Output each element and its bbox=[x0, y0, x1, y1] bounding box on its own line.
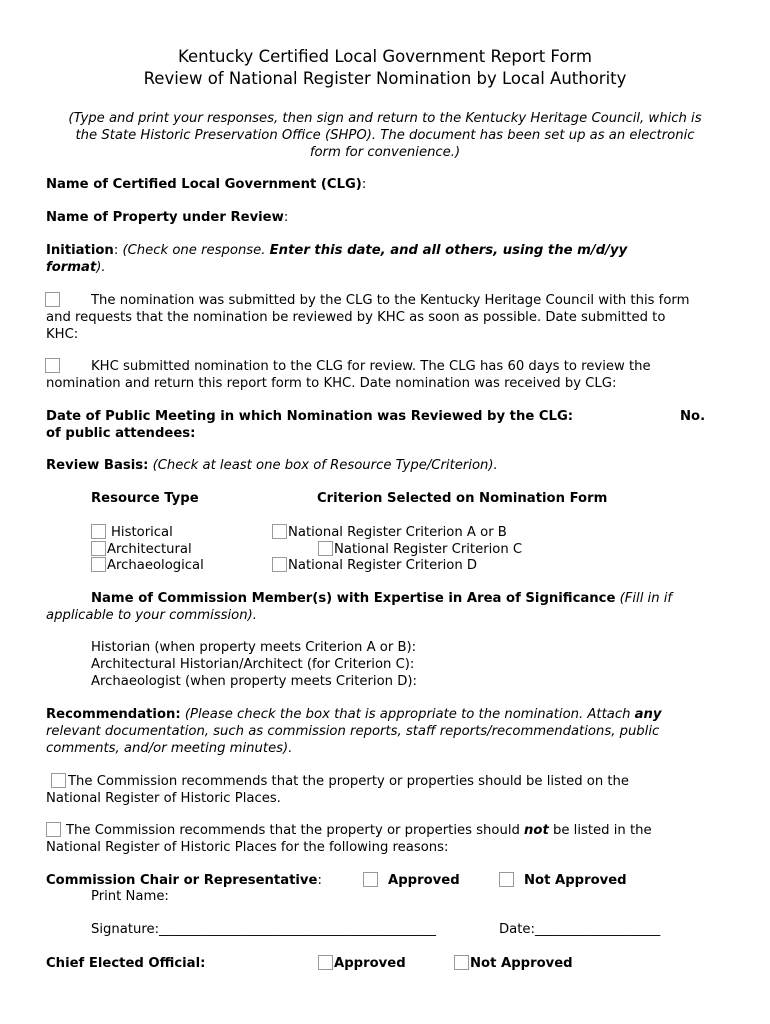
instructions-line-3: form for convenience.) bbox=[309, 145, 461, 160]
review-basis-heading: Review Basis: (Check at least one box of Resource Type/Criterion). bbox=[46, 458, 498, 473]
chair-approved-checkbox[interactable] bbox=[363, 872, 378, 887]
criterion-ab-checkbox[interactable] bbox=[272, 524, 287, 539]
initiation-option-khc-text-1: KHC submitted nomination to the CLG for review. The CLG has 60 days to review the bbox=[91, 359, 651, 374]
clg-name-field: Name of Certified Local Government (CLG): bbox=[46, 177, 367, 192]
instructions-line-2: the State Historic Preservation Office (SHPO). The document has been set up as an electronic bbox=[75, 128, 695, 143]
recommendation-instr-3: comments, and/or meeting minutes). bbox=[46, 741, 293, 756]
resource-architectural-checkbox[interactable] bbox=[91, 541, 106, 556]
official-not-approved-label: Not Approved bbox=[470, 956, 573, 971]
property-name-field: Name of Property under Review: bbox=[46, 210, 289, 225]
archaeologist-field: Archaeologist (when property meets Criterion D): bbox=[91, 674, 417, 689]
initiation-label: Initiation bbox=[46, 243, 114, 258]
recommend-listed-text-2: National Register of Historic Places. bbox=[46, 791, 281, 806]
recommendation-instr-2: relevant documentation, such as commission reports, staff reports/recommendations, public bbox=[46, 724, 660, 739]
criterion-ab-label: National Register Criterion A or B bbox=[288, 525, 507, 540]
resource-historical-label: Historical bbox=[111, 525, 173, 540]
initiation-option-clg-text-2: and requests that the nomination be reviewed by KHC as soon as possible. Date submitted to bbox=[46, 310, 666, 325]
instructions-line-1: (Type and print your responses, then sign and return to the Kentucky Heritage Council, which is bbox=[68, 111, 702, 126]
chair-signature-field: Signature:__________________________________________ bbox=[91, 922, 436, 937]
form-subtitle: Review of National Register Nomination by Local Authority bbox=[143, 69, 627, 88]
resource-archaeological-checkbox[interactable] bbox=[91, 557, 106, 572]
form-title: Kentucky Certified Local Government Report Form bbox=[177, 47, 592, 66]
official-not-approved-checkbox[interactable] bbox=[454, 955, 469, 970]
criterion-d-label: National Register Criterion D bbox=[288, 558, 478, 573]
recommendation-heading: Recommendation: (Please check the box that is appropriate to the nomination. Attach any bbox=[46, 707, 662, 722]
criterion-d-checkbox[interactable] bbox=[272, 557, 287, 572]
criterion-header: Criterion Selected on Nomination Form bbox=[317, 491, 608, 506]
initiation-heading: Initiation: (Check one response. Enter this date, and all others, using the m/d/yy bbox=[46, 243, 628, 258]
commission-heading: Name of Commission Member(s) with Expertise in Area of Significance (Fill in if bbox=[91, 591, 673, 606]
chair-date-field: Date:___________________ bbox=[499, 922, 661, 937]
initiation-option-clg-text-1: The nomination was submitted by the CLG to the Kentucky Heritage Council with this form bbox=[91, 293, 690, 308]
recommend-not-listed-text-1: The Commission recommends that the property or properties should not be listed in the bbox=[66, 823, 652, 838]
official-approved-label: Approved bbox=[334, 956, 406, 971]
recommend-listed-text-1: The Commission recommends that the property or properties should be listed on the bbox=[68, 774, 630, 789]
historian-field: Historian (when property meets Criterion A or B): bbox=[91, 640, 417, 655]
criterion-c-checkbox[interactable] bbox=[318, 541, 333, 556]
initiation-option-clg-text-3: KHC: bbox=[46, 327, 79, 342]
resource-historical-checkbox[interactable] bbox=[91, 524, 106, 539]
official-label: Chief Elected Official: bbox=[46, 956, 206, 971]
public-meeting-label: Date of Public Meeting in which Nomination was Reviewed by the CLG: bbox=[46, 409, 574, 424]
chair-not-approved-label: Not Approved bbox=[524, 873, 627, 888]
initiation-instructions-cont: format). bbox=[46, 260, 106, 275]
official-approved-checkbox[interactable] bbox=[318, 955, 333, 970]
recommend-not-listed-checkbox[interactable] bbox=[46, 822, 61, 837]
chair-approved-label: Approved bbox=[388, 873, 460, 888]
recommend-listed-checkbox[interactable] bbox=[51, 773, 66, 788]
resource-archaeological-label: Archaeological bbox=[107, 558, 204, 573]
criterion-c-label: National Register Criterion C bbox=[334, 542, 523, 557]
attendees-no-label: No. bbox=[680, 409, 706, 424]
recommend-not-listed-text-2: National Register of Historic Places for the following reasons: bbox=[46, 840, 449, 855]
initiation-option-khc-text-2: nomination and return this report form to KHC. Date nomination was received by CLG: bbox=[46, 376, 617, 391]
architect-field: Architectural Historian/Architect (for Criterion C): bbox=[91, 657, 415, 672]
commission-instr-cont: applicable to your commission). bbox=[46, 608, 257, 623]
initiation-option-clg-checkbox[interactable] bbox=[45, 292, 60, 307]
chair-print-name-field: Print Name: bbox=[91, 889, 169, 904]
property-name-label: Name of Property under Review bbox=[46, 210, 284, 225]
resource-architectural-label: Architectural bbox=[107, 542, 192, 557]
review-basis-label: Review Basis: bbox=[46, 458, 149, 473]
commission-label: Name of Commission Member(s) with Expertise in Area of Significance bbox=[91, 591, 616, 606]
initiation-option-khc-checkbox[interactable] bbox=[45, 358, 60, 373]
chair-label: Commission Chair or Representative bbox=[46, 873, 318, 888]
chair-heading: Commission Chair or Representative: bbox=[46, 873, 322, 888]
attendees-label: of public attendees: bbox=[46, 426, 196, 441]
recommendation-label: Recommendation: bbox=[46, 707, 181, 722]
resource-type-header: Resource Type bbox=[91, 491, 199, 506]
chair-not-approved-checkbox[interactable] bbox=[499, 872, 514, 887]
clg-name-label: Name of Certified Local Government (CLG) bbox=[46, 177, 362, 192]
